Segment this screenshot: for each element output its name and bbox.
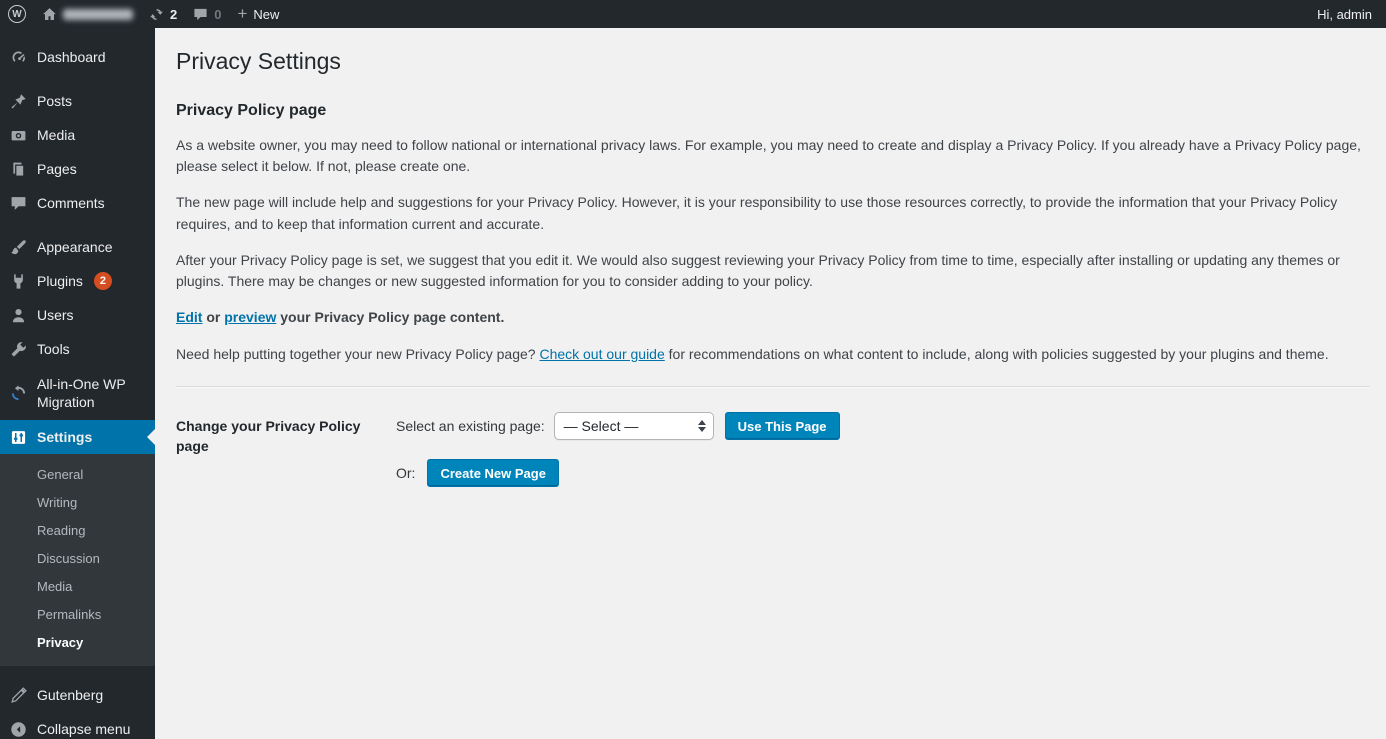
settings-sliders-icon	[9, 429, 28, 446]
guide-line-before: Need help putting together your new Privacy Policy page?	[176, 345, 540, 362]
wordpress-logo-icon: W	[8, 5, 26, 23]
sidebar-item-users[interactable]	[0, 298, 155, 332]
sidebar-item-label: Dashboard	[37, 49, 106, 65]
sidebar-item-label: Plugins	[37, 273, 83, 289]
submenu-item-general[interactable]: General	[37, 467, 84, 482]
edit-line-rest: your Privacy Policy page content.	[276, 309, 505, 326]
sidebar-item-label: Comments	[37, 195, 105, 211]
settings-submenu	[0, 454, 155, 666]
home-icon	[42, 7, 57, 22]
pages-icon	[9, 161, 28, 178]
comments-item[interactable]	[185, 0, 229, 28]
submenu-item-writing[interactable]: Writing	[37, 495, 78, 510]
submenu-item-discussion[interactable]: Discussion	[37, 551, 100, 566]
site-name-item[interactable]	[34, 0, 141, 28]
sidebar-item-label: Settings	[37, 429, 93, 445]
select-page-row	[396, 412, 840, 440]
sidebar-item-plugins[interactable]	[0, 264, 155, 298]
preview-link[interactable]: preview	[224, 309, 277, 326]
dashboard-icon	[9, 49, 28, 66]
sidebar-item-label: Pages	[37, 161, 77, 177]
admin-bar	[0, 0, 1386, 28]
collapse-menu-icon	[9, 721, 28, 738]
sidebar-item-label: Media	[37, 127, 76, 143]
comment-bubble-icon	[193, 7, 208, 22]
plug-icon	[9, 273, 28, 290]
updates-icon	[149, 7, 164, 22]
section-heading: Privacy Policy page	[176, 101, 327, 119]
guide-line-after: for recommendations on what content to include, along with policies suggested by your plugins and theme.	[664, 345, 1329, 362]
sidebar-item-media[interactable]	[0, 118, 155, 152]
privacy-form	[176, 412, 1370, 487]
page-title: Privacy Settings	[176, 48, 341, 74]
sidebar-item-collapse-menu[interactable]	[0, 712, 155, 739]
paint-brush-icon	[9, 239, 28, 256]
submenu-item-media[interactable]: Media	[37, 579, 73, 594]
create-page-row	[396, 459, 840, 487]
submenu-item-reading[interactable]: Reading	[37, 523, 86, 538]
guide-line	[176, 344, 1370, 365]
submenu-item-privacy[interactable]: Privacy	[37, 635, 84, 650]
wordpress-menu-item[interactable]	[0, 0, 34, 28]
plugins-update-badge: 2	[94, 272, 112, 290]
sidebar-item-gutenberg[interactable]	[0, 678, 155, 712]
review-paragraph: After your Privacy Policy page is set, we suggest that you edit it. We would also suggest reviewing your Privacy Policy from time to time, especially after installing or updating any themes or plugins. There may be changes or new suggested information for you to consider adding to your policy.	[176, 251, 1340, 290]
comments-count: 0	[214, 6, 222, 22]
sidebar-item-dashboard[interactable]	[0, 40, 155, 74]
use-this-page-button[interactable]: Use This Page	[725, 412, 840, 440]
pin-icon	[9, 93, 28, 110]
section-divider	[176, 386, 1370, 388]
camera-icon	[9, 127, 28, 144]
sidebar-item-comments[interactable]	[0, 186, 155, 220]
guide-link[interactable]: Check out our guide	[539, 345, 665, 362]
sidebar-item-label: Posts	[37, 93, 73, 109]
admin-menu	[0, 28, 155, 454]
sidebar-item-label: All-in-One WP Migration	[37, 375, 126, 410]
submenu-item-permalinks[interactable]: Permalinks	[37, 607, 102, 622]
sidebar-item-tools[interactable]	[0, 332, 155, 366]
menu-separator	[0, 74, 155, 84]
updates-count: 2	[170, 6, 178, 22]
create-new-page-button[interactable]: Create New Page	[427, 459, 559, 487]
sidebar-item-pages[interactable]	[0, 152, 155, 186]
site-name-redacted	[63, 9, 133, 20]
admin-menu-footer	[0, 666, 155, 739]
change-policy-label: Change your Privacy Policy page	[176, 418, 361, 454]
sidebar-item-label: Collapse menu	[37, 721, 131, 737]
sidebar-item-label: Appearance	[37, 239, 113, 255]
sidebar-item-label: Users	[37, 307, 74, 323]
or-label: Or:	[396, 465, 416, 482]
sidebar-item-label: Gutenberg	[37, 687, 104, 703]
edit-link[interactable]: Edit	[176, 309, 203, 326]
select-value: — Select —	[563, 418, 639, 435]
migration-circular-arrow-icon	[9, 385, 28, 402]
sidebar-item-settings[interactable]	[0, 420, 155, 454]
account-greeting[interactable]: Hi, admin	[1317, 6, 1372, 22]
pencil-icon	[9, 687, 28, 704]
responsibility-paragraph: The new page will include help and suggestions for your Privacy Policy. However, it is your responsibility to use those resources correctly, to provide the information that your Privacy Policy requires, and to keep that information current and accurate.	[176, 194, 1338, 232]
menu-separator	[0, 220, 155, 230]
select-existing-page-label: Select an existing page:	[396, 418, 545, 435]
wrench-icon	[9, 341, 28, 358]
person-icon	[9, 307, 28, 324]
updates-item[interactable]	[141, 0, 185, 28]
admin-bar-left	[0, 0, 287, 28]
sidebar-item-posts[interactable]	[0, 84, 155, 118]
sidebar-item-appearance[interactable]	[0, 230, 155, 264]
admin-sidebar	[0, 28, 155, 739]
new-item[interactable]	[229, 0, 287, 28]
form-fields	[396, 412, 840, 487]
intro-paragraph: As a website owner, you may need to follow national or international privacy laws. For example, you may need to create and display a Privacy Policy. If you already have a Privacy Policy page, please select it below. If not, please create one.	[176, 136, 1361, 175]
select-stepper-icon	[698, 420, 706, 432]
comment-bubble-icon	[9, 195, 28, 212]
existing-page-select[interactable]	[554, 412, 714, 440]
main-content	[155, 28, 1386, 739]
or-text: or	[202, 309, 225, 326]
edit-preview-line	[176, 307, 1370, 328]
new-label: New	[253, 6, 280, 22]
sidebar-item-all-in-one-wp-migration[interactable]	[0, 366, 155, 420]
sidebar-item-label: Tools	[37, 341, 70, 357]
plus-icon: +	[237, 3, 248, 23]
